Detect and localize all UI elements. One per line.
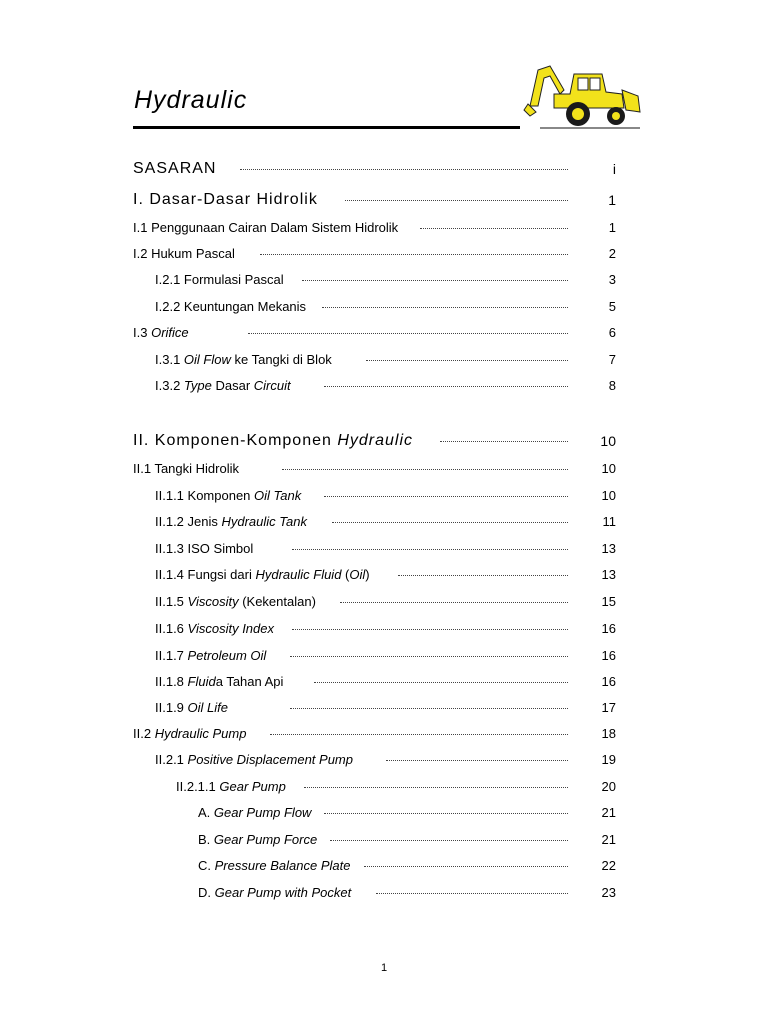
toc-entry-title-part: II.1.2 Jenis	[155, 514, 222, 529]
toc-page-number: 22	[601, 858, 616, 873]
toc-entry-title	[133, 458, 239, 480]
toc-entry-title	[155, 375, 291, 397]
toc-entry[interactable]	[0, 189, 768, 213]
toc-entry[interactable]	[0, 296, 768, 320]
toc-entry-title-part: II.1.9	[155, 700, 188, 715]
toc-entry[interactable]	[0, 882, 768, 906]
toc-leader-dots	[260, 254, 568, 255]
toc-entry-title	[133, 189, 318, 211]
toc-entry-title-part: Circuit	[253, 378, 291, 393]
toc-entry-title-part: B.	[198, 832, 214, 847]
toc-entry-title-part: Viscosity	[187, 594, 239, 609]
toc-leader-dots	[240, 169, 568, 170]
toc-leader-dots	[282, 469, 568, 470]
toc-entry-title-part: (Kekentalan)	[238, 594, 316, 609]
toc-entry-title	[155, 671, 283, 693]
toc-entry[interactable]	[0, 243, 768, 267]
toc-entry-title	[198, 802, 311, 824]
toc-leader-dots	[248, 333, 568, 334]
toc-entry-title	[155, 749, 353, 771]
toc-page-number: 16	[601, 621, 616, 636]
toc-entry-title-part: II.1.6	[155, 621, 188, 636]
toc-entry-title-part: Gear Pump	[219, 779, 286, 794]
toc-entry[interactable]	[0, 322, 768, 346]
toc-page-number: 2	[608, 246, 616, 261]
toc-page-number: 20	[601, 779, 616, 794]
toc-entry-title	[155, 591, 316, 613]
toc-page-number: 5	[608, 299, 616, 314]
toc-entry[interactable]	[0, 776, 768, 800]
toc-entry-title	[155, 538, 253, 560]
toc-entry-title-part: Gear Pump Force	[213, 832, 318, 847]
toc-entry-title	[155, 645, 266, 667]
toc-entry-title-part: II.1.3 ISO Simbol	[155, 541, 254, 556]
toc-page-number: 10	[601, 461, 616, 476]
toc-entry-title-part: Hydraulic Pump	[154, 726, 247, 741]
toc-entry-title-part: II.1.5	[155, 594, 188, 609]
toc-entry-title-part: Hydraulic	[337, 432, 414, 449]
toc-entry-title-part: II.1.1 Komponen	[155, 488, 255, 503]
toc-leader-dots	[302, 280, 568, 281]
toc-page-number: 3	[608, 272, 616, 287]
toc-entry-title	[155, 485, 301, 507]
toc-leader-dots	[270, 734, 568, 735]
toc-page-number: 21	[601, 832, 616, 847]
toc-entry-title	[133, 430, 413, 452]
toc-entry-title	[155, 697, 228, 719]
toc-entry[interactable]	[0, 723, 768, 747]
toc-entry[interactable]	[0, 158, 768, 182]
toc-entry[interactable]	[0, 645, 768, 669]
toc-entry[interactable]	[0, 349, 768, 373]
toc-entry-title-part: Orifice	[151, 325, 189, 340]
toc-page-number: 16	[601, 674, 616, 689]
toc-leader-dots	[364, 866, 568, 867]
toc-entry[interactable]	[0, 485, 768, 509]
toc-entry-title-part: a Tahan Api	[215, 674, 284, 689]
toc-entry-title-part: Oil	[349, 567, 366, 582]
toc-entry-title	[133, 158, 216, 180]
toc-entry[interactable]	[0, 671, 768, 695]
toc-entry[interactable]	[0, 511, 768, 535]
toc-leader-dots	[330, 840, 568, 841]
toc-entry[interactable]	[0, 217, 768, 241]
toc-entry[interactable]	[0, 375, 768, 399]
toc-page-number: 10	[600, 433, 616, 449]
toc-entry-title-part: Pressure Balance Plate	[214, 858, 351, 873]
toc-leader-dots	[324, 813, 568, 814]
toc-entry-title-part: Positive Displacement Pump	[187, 752, 353, 767]
toc-entry-title-part: Oil Life	[187, 700, 228, 715]
toc-entry-title	[198, 829, 317, 851]
toc-entry-title-part: I.2.1 Formulasi Pascal	[155, 272, 284, 287]
toc-entry-title	[155, 269, 284, 291]
toc-entry-title-part: ke Tangki di Blok	[230, 352, 332, 367]
toc-entry[interactable]	[0, 749, 768, 773]
toc-entry-title-part: )	[365, 567, 370, 582]
toc-entry-title-part: A.	[198, 805, 214, 820]
toc-page-number: 8	[608, 378, 616, 393]
toc-entry-title-part: II.1 Tangki Hidrolik	[133, 461, 239, 476]
toc-page-number: 6	[608, 325, 616, 340]
toc-entry-title-part: SASARAN	[133, 160, 217, 177]
toc-entry-title-part: Type	[183, 378, 212, 393]
toc-entry-title-part: II. Komponen-Komponen	[133, 432, 338, 449]
toc-leader-dots	[386, 760, 568, 761]
toc-leader-dots	[322, 307, 568, 308]
toc-entry-title	[198, 855, 350, 877]
toc-entry[interactable]	[0, 269, 768, 293]
toc-entry-title-part: II.2.1	[155, 752, 188, 767]
toc-entry-title-part: II.2	[133, 726, 155, 741]
toc-entry-title-part: I.2.2 Keuntungan Mekanis	[155, 299, 307, 314]
toc-leader-dots	[324, 496, 568, 497]
toc-page-number: 10	[601, 488, 616, 503]
toc-entry-title	[133, 217, 398, 239]
toc-entry-title	[155, 349, 332, 371]
toc-leader-dots	[290, 656, 568, 657]
toc-entry-title-part: II.1.7	[155, 648, 188, 663]
toc-page-number: 1	[608, 192, 616, 208]
toc-page-number: 11	[602, 514, 616, 529]
toc-page-number: 17	[601, 700, 616, 715]
toc-entry-title	[155, 296, 306, 318]
toc-entry-title-part: Dasar	[211, 378, 254, 393]
page-number: 1	[380, 962, 388, 974]
toc-entry-title	[133, 243, 235, 265]
toc-entry-title-part: Petroleum Oil	[187, 648, 267, 663]
toc-leader-dots	[290, 708, 568, 709]
toc-page-number: 13	[601, 541, 616, 556]
toc-entry[interactable]	[0, 591, 768, 615]
toc-entry[interactable]	[0, 855, 768, 879]
toc-entry-title	[133, 723, 246, 745]
toc-page-number: 16	[601, 648, 616, 663]
toc-entry-title-part: Hydraulic Fluid	[255, 567, 342, 582]
toc-entry-title	[176, 776, 286, 798]
toc-page-number: 18	[601, 726, 616, 741]
toc-entry-title-part: II.1.8	[155, 674, 188, 689]
toc-entry-title	[198, 882, 351, 904]
toc-entry[interactable]	[0, 430, 768, 454]
toc-page-number: 7	[608, 352, 616, 367]
toc-page-number: i	[612, 161, 616, 177]
toc-entry[interactable]	[0, 802, 768, 826]
toc-entry-title-part: I. Dasar-Dasar Hidrolik	[133, 191, 318, 208]
toc-leader-dots	[420, 228, 568, 229]
toc-leader-dots	[292, 629, 568, 630]
toc-entry[interactable]	[0, 458, 768, 482]
toc-leader-dots	[440, 441, 568, 442]
toc-page-number: 15	[601, 594, 616, 609]
toc-entry-title	[155, 564, 370, 586]
toc-entry[interactable]	[0, 697, 768, 721]
toc-leader-dots	[398, 575, 568, 576]
toc-page-number: 13	[601, 567, 616, 582]
toc-entry-title	[155, 618, 274, 640]
toc-leader-dots	[366, 360, 568, 361]
toc-leader-dots	[314, 682, 568, 683]
toc-leader-dots	[304, 787, 568, 788]
toc-entry-title-part: Oil Flow	[183, 352, 231, 367]
toc-entry-title-part: II.1.4 Fungsi dari	[155, 567, 256, 582]
toc-entry-title-part: I.2 Hukum Pascal	[133, 246, 235, 261]
toc-leader-dots	[376, 893, 568, 894]
toc-entry-title-part: Viscosity Index	[187, 621, 274, 636]
toc-page-number: 23	[601, 885, 616, 900]
toc-entry-title-part: Hydraulic Tank	[221, 514, 307, 529]
toc-entry[interactable]	[0, 564, 768, 588]
toc-entry-title-part: Gear Pump with Pocket	[214, 885, 352, 900]
toc-entry-title-part: Fluid	[187, 674, 216, 689]
toc-page-number: 1	[608, 220, 616, 235]
toc-entry-title-part: II.2.1.1	[176, 779, 220, 794]
toc-leader-dots	[345, 200, 568, 201]
toc-page-number: 21	[601, 805, 616, 820]
toc-entry-title-part: Oil Tank	[254, 488, 302, 503]
toc-entry[interactable]	[0, 538, 768, 562]
toc-entry[interactable]	[0, 618, 768, 642]
page-title: Hydraulic	[134, 86, 248, 114]
toc-page-number: 19	[601, 752, 616, 767]
toc-entry-title-part: I.1 Penggunaan Cairan Dalam Sistem Hidrolik	[133, 220, 399, 235]
toc-leader-dots	[292, 549, 568, 550]
toc-entry-title-part: D.	[198, 885, 215, 900]
toc-entry-title	[133, 322, 189, 344]
toc-entry-title-part: Gear Pump Flow	[213, 805, 312, 820]
toc-entry-title	[155, 511, 307, 533]
toc-entry-title-part: I.3.2	[155, 378, 184, 393]
toc-leader-dots	[332, 522, 568, 523]
toc-entry-title-part: I.3	[133, 325, 152, 340]
toc-entry-title-part: C.	[198, 858, 215, 873]
toc-entry-title-part: I.3.1	[155, 352, 184, 367]
toc-leader-dots	[324, 386, 568, 387]
toc-entry-title-part: (	[341, 567, 350, 582]
toc-entry[interactable]	[0, 829, 768, 853]
toc-leader-dots	[340, 602, 568, 603]
